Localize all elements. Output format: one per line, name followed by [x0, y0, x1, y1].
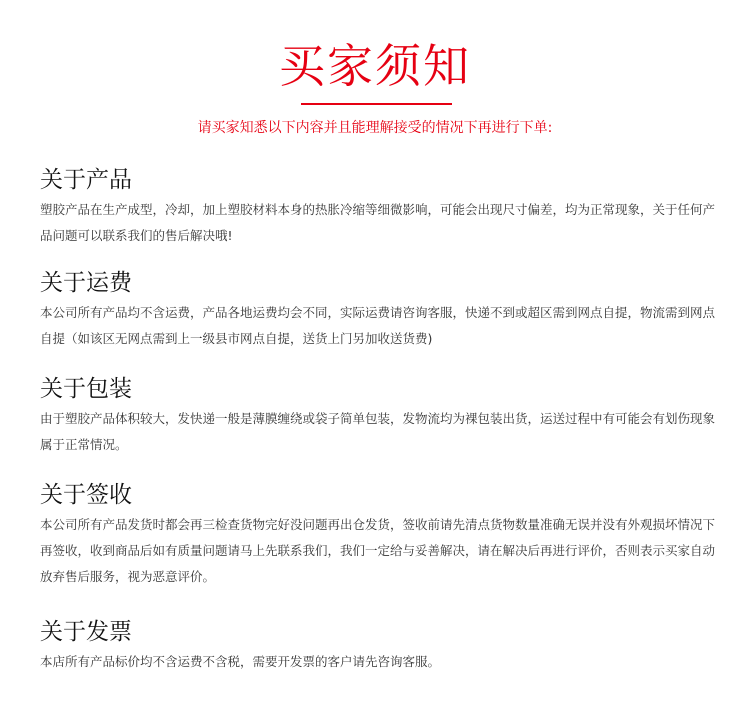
section-body: 本公司所有产品发货时都会再三检查货物完好没问题再出仓发货，签收前请先清点货物数量准确无误并没有外观损坏情况下再签收，收到商品后如有质量问题请马上先联系我们，我们一定给与妥善解决，请在解决后再进行评价，否则表示买家自动放弃售后服务，视为恶意评价。: [40, 517, 716, 584]
title-divider: [301, 103, 452, 105]
section-receipt: [40, 480, 720, 590]
section-body: 本店所有产品标价均不含运费不含税，需要开发票的客户请先咨询客服。: [40, 654, 441, 669]
section-heading: 关于发票: [40, 619, 132, 645]
section-heading: 关于包装: [40, 376, 132, 402]
section-heading: 关于签收: [40, 482, 132, 508]
section-packaging: [40, 374, 720, 458]
section-body: 本公司所有产品均不含运费，产品各地运费均会不同，实际运费请咨询客服，快递不到或超区需到网点自提，物流需到网点自提（如该区无网点需到上一级县市网点自提，送货上门另加收送货费): [40, 305, 716, 346]
page-title: 买家须知: [279, 39, 471, 93]
section-body: 塑胶产品在生产成型，冷却，加上塑胶材料本身的热胀冷缩等细微影响，可能会出现尺寸偏差，均为正常现象，关于任何产品问题可以联系我们的售后解决哦!: [40, 202, 716, 243]
section-body: 由于塑胶产品体积较大，发快递一般是薄膜缠绕或袋子简单包装，发物流均为裸包装出货，运送过程中有可能会有划伤现象属于正常情况。: [40, 411, 716, 452]
section-shipping: [40, 268, 720, 352]
section-heading: 关于运费: [40, 270, 132, 296]
section-products: [40, 165, 720, 249]
page-subtitle: 请买家知悉以下内容并且能理解接受的情况下再进行下单:: [197, 120, 553, 136]
section-invoice: [40, 617, 720, 675]
section-heading: 关于产品: [40, 167, 132, 193]
